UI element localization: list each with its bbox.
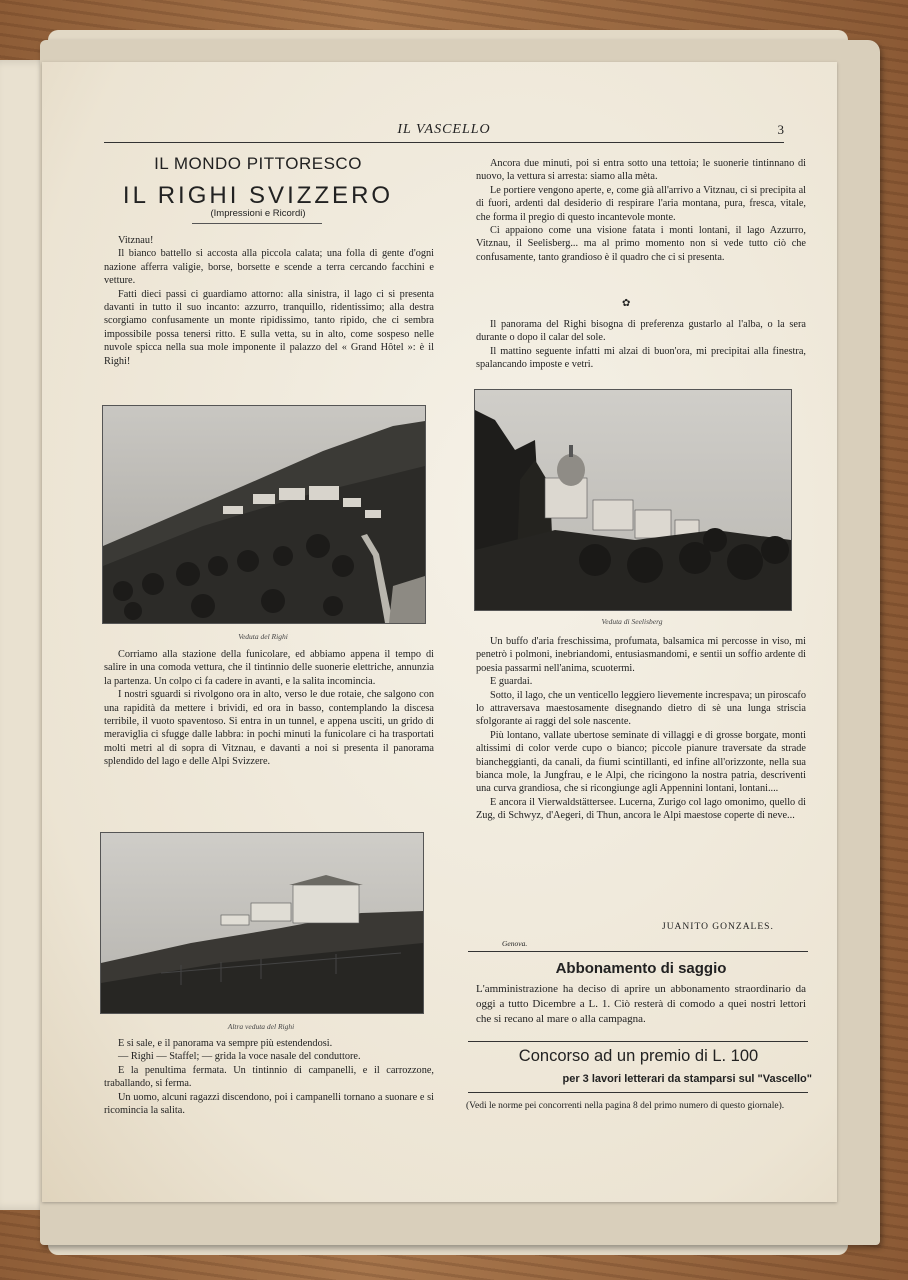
- paragraph: Corriamo alla stazione della funicolare, ed abbiamo appena il tempo di salire in una comoda vettura, che il tintinnio delle suonerie elettriche, annunzia la partenza. Un colpo ci fa cadere in avanti, e la salita incomincia.: [104, 649, 434, 687]
- article-subtitle: (Impressioni e Ricordi): [210, 208, 306, 219]
- author-signature: JUANITO GONZALES.: [662, 922, 774, 932]
- paragraph: Più lontano, vallate ubertose seminate di villaggi e di grosse borgate, monti altissimi di color verde cupo o bianco; piccole pianure traversate da strade biancheggianti, da canali, da fiumi scintillanti, ed infine all'orizzonte, nella sua bianca mole, la Jungfrau, e le Alpi, che ricingono la nostra patria, descriventi una curva grandiosa, che si ricongiunge agli Appennini lontani, lontani....: [476, 729, 806, 795]
- section-heading: IL MONDO PITTORESCO: [154, 154, 362, 173]
- box-rule: [468, 951, 808, 952]
- photo-caption: Veduta di Seelisberg: [601, 617, 663, 626]
- title-rule: [192, 223, 322, 224]
- photo-caption: Altra veduta del Righi: [227, 1022, 295, 1031]
- paragraph: E guardai.: [490, 676, 533, 688]
- paragraph: E la penultima fermata. Un tintinnio di campanelli, e il carrozzone, traballando, si ferma.: [104, 1064, 434, 1090]
- ornament: ✿: [622, 298, 631, 309]
- paragraph: Le portiere vengono aperte, e, come già all'arrivo a Vitznau, ci si precipita al di fuori, ardenti dal desiderio di respirare l'aria montana, pura, fresca, vitale, che forma il pregio di questo incantevole monte.: [476, 184, 806, 223]
- paragraph: Un buffo d'aria freschissima, profumata, balsamica mi percosse in viso, mi penetrò i polmoni, inebriandomi, entusiasmandomi, e sentii un soffio ardente di poesia passarmi nell'anima, scuotermi.: [476, 636, 806, 674]
- right-column-top: [476, 157, 806, 264]
- contest-title: Concorso ad un premio di L. 100: [518, 1047, 759, 1065]
- article-title: IL RIGHI SVIZZERO: [122, 182, 394, 209]
- photo-caption: Veduta del Righi: [238, 632, 288, 641]
- paragraph: Ci appaiono come una visione fatata i monti lontani, il lago Azzurro, Vitznau, il Seelisberg... ma al primo momento non si vede tutto ciò che confusamente, tanto grandioso è il quadro che ci si presenta.: [476, 225, 806, 263]
- page-number: 3: [777, 122, 784, 137]
- paragraph: Il bianco battello si accosta alla piccola calata; una folla di gente d'ogni nazione afferra valigie, borse, borsette e scende a terra cercando facchini e vetture.: [104, 248, 434, 287]
- paragraph: Il mattino seguente infatti mi alzai di buon'ora, mi precipitai alla finestra, spalancando imposte e vetri.: [476, 345, 806, 371]
- photo-righi-other-view: [100, 832, 424, 1014]
- subscription-body: L'amministrazione ha deciso di aprire un abbonamento straordinario da oggi a tutto Dicembre a L. 1. Ciò resterà di comodo a quei nostri lettori che si recano al mare o alla campagna.: [476, 983, 806, 1025]
- paragraph: Un uomo, alcuni ragazzi discendono, poi i campanelli tornano a suonare e si ricomincia la salita.: [104, 1091, 434, 1117]
- dateline-place: Genova.: [502, 939, 528, 948]
- left-column-bottom: [104, 1037, 434, 1117]
- paragraph: I nostri sguardi si rivolgono ora in alto, verso le due rotaie, che salgono con una rapidità da mettere i brividi, ed ora in basso, contemplando la discesa terribile, il vuoto spaventoso. Si entra in un tunnel, e appena usciti, un grido di meraviglia ci sfugge dalle labbra: in pochi minuti la funicolare ci ha trasportati molti metri al di sopra di Vitznau, e davanti a noi si presenta il panorama splendido del lago e delle Alpi Svizzere.: [104, 689, 434, 768]
- paragraph: Ancora due minuti, poi si entra sotto una tettoia; le suonerie tintinnano di nuovo, la vettura si arresta: siamo alla mèta.: [476, 158, 806, 183]
- left-column-middle: [104, 648, 434, 769]
- contest-note: (Vedi le norme pei concorrenti nella pagina 8 del primo numero di questo giornale).: [466, 1101, 785, 1111]
- paragraph: — Righi — Staffel; — grida la voce nasale del conduttore.: [118, 1051, 361, 1063]
- paragraph: Il panorama del Righi bisogna di preferenza gustarlo al l'alba, o la sera durante o dopo il calar del sole.: [476, 319, 806, 344]
- running-head: [104, 122, 784, 143]
- subscription-title: Abbonamento di saggio: [555, 960, 727, 977]
- paragraph: Fatti dieci passi ci guardiamo attorno: alla sinistra, il lago ci si presenta davanti in tutto il suo incanto: azzurro, tranquillo, ridentissimo; alla destra scorgiamo confusamente un monte ripidissimo, tanto ripido, che ci sembra impossibile possa tenersi ritto. E sulla vetta, su in alto, come sospeso nelle nuvole spicca nella sua mole imponente il palazzo del « Grand Hôtel »: è il Righi!: [104, 288, 434, 367]
- contest-subrule: [468, 1092, 808, 1093]
- paragraph: Sotto, il lago, che un venticello leggiero lievemente increspava; un piroscafo lo attraversava maestosamente disegnando dietro di sè una lunga striscia sfolgorante ai raggi del sole nascente.: [476, 689, 806, 728]
- paragraph: Vitznau!: [118, 235, 154, 246]
- photo-seelisberg-view: [474, 389, 792, 611]
- contest-subtitle: per 3 lavori letterari da stamparsi sul "Vascello": [562, 1073, 812, 1085]
- contest-rule: [468, 1041, 808, 1042]
- publication-title: IL VASCELLO: [397, 122, 491, 137]
- paragraph: E si sale, e il panorama va sempre più estendendosi.: [118, 1038, 333, 1049]
- photo-righi-view: [102, 405, 426, 624]
- right-column-top-2: [476, 318, 806, 372]
- left-column-top: [104, 234, 434, 368]
- right-column-bottom: [476, 635, 806, 823]
- newspaper-page: [42, 62, 837, 1202]
- paragraph: E ancora il Vierwaldstättersee. Lucerna, Zurigo col lago omonimo, quello di Zug, di Schwyz, d'Aegeri, di Thun, ancora le Alpi maestose coperte di neve...: [476, 796, 806, 822]
